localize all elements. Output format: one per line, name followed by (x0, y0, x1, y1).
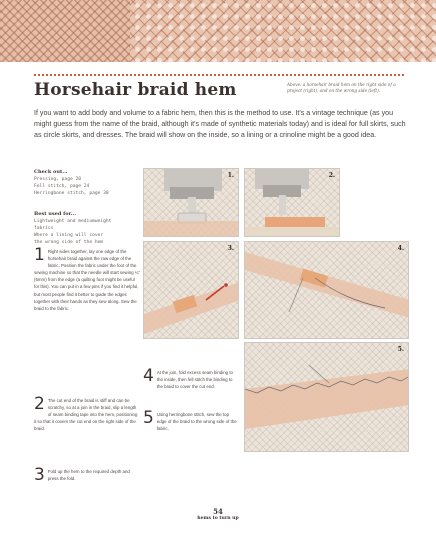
decorative-fabric-banner-left (0, 0, 130, 62)
best-used-for-box (34, 211, 114, 246)
photo-caption: Above: a horsehair braid hem on the right side of a project (right), and on the wrong side (left). (287, 82, 396, 93)
step-photo-3 (143, 241, 239, 339)
step-number: 4 (143, 366, 154, 386)
page-title: Horsehair braid hem (34, 80, 237, 100)
step-photo-4 (244, 241, 409, 339)
photo-number: 2. (328, 172, 335, 179)
step-5 (143, 408, 239, 432)
dotted-divider (34, 74, 404, 76)
check-out-heading: Check out... (34, 169, 68, 175)
step-2 (34, 394, 140, 432)
best-used-for-heading: Best used for... (34, 211, 77, 217)
step-3 (34, 465, 140, 485)
step-photo-2 (244, 168, 340, 237)
page-number: 54 (213, 507, 223, 516)
step-number: 2 (34, 394, 45, 414)
check-out-item: Herringbone stitch, page 30 (34, 191, 109, 196)
check-out-box (34, 169, 124, 197)
best-used-for-item: Where a lining will cover the wrong side of the hem (34, 233, 104, 245)
step-text: The cut end of the braid is stiff and can be scratchy, so at a join in the braid, slip a length of seam binding tape into the hem, positioning it so that it covers the cut end on the right side of the braid. (34, 398, 138, 432)
photo-number: 4. (397, 245, 404, 252)
step-number: 5 (143, 408, 154, 428)
step-text: At the join, fold excess seam binding to the inside, then fell stitch the binding to the braid to cover the cut end. (156, 370, 233, 390)
step-text: Using herringbone stitch, sew the top edge of the braid to the wrong side of the fabric. (156, 412, 237, 432)
photo-number: 3. (227, 245, 234, 252)
photo-number: 5. (397, 346, 404, 353)
step-1 (34, 245, 141, 312)
step-text: Fold up the hem to the required depth and press the fold. (47, 469, 130, 482)
check-out-item: Pressing, page 20 (34, 177, 82, 182)
check-out-item: Fell stitch, page 24 (34, 184, 90, 189)
step-number: 1 (34, 245, 45, 265)
chapter-footer: hems to turn up (197, 516, 239, 521)
intro-paragraph: If you want to add body and volume to a fabric hem, then this is the method to use. It's a vintage technique (as you might guess from the name of the braid, although it's made of synthetic materials today) and is ideal for full skirts, such as circle skirts, and dresses. The braid will show on the inside, so a lining or a crinoline might be a good idea. (34, 109, 406, 140)
step-number: 3 (34, 465, 45, 485)
step-photo-1 (143, 168, 239, 237)
photo-number: 1. (227, 172, 234, 179)
step-photo-5 (244, 342, 409, 452)
step-4 (143, 366, 239, 390)
step-text: Right sides together, lay one edge of the horsehair braid against the raw edge of the fabric. Position the fabric under the foot of the sewing machine so that the needle will start sewing ¼" (6mm) from the edge (a quilting foot might be useful for this). You can put in a few pins if you find it helpful, but most people find it better to guide the edges together with their hands as they sew along. Sew the braid to the fabric. (34, 249, 141, 311)
best-used-for-item: Lightweight and mediumweight fabrics (34, 219, 112, 231)
